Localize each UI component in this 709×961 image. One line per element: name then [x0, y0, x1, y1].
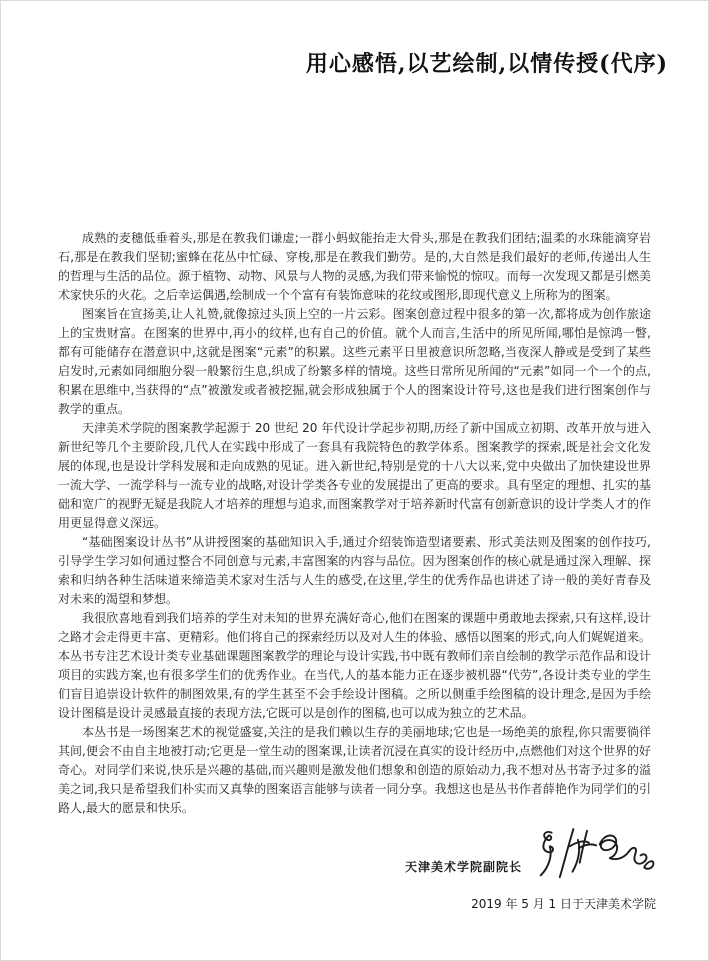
signature-row [405, 827, 656, 891]
body-paragraph: 我很欣喜地看到我们培养的学生对未知的世界充满好奇心,他们在图案的课题中勇敢地去探索,只有这样,设计之路才会走得更丰富、更精彩。他们将自己的探索经历以及对人生的体验、感悟以图案的形式,向人们娓娓道来。本丛书专注艺术设计类专业基础课题图案教学的理论与设计实践,书中既有教师们亲自绘制的教学示范作品和设计项目的实践方案,也有很多学生们的优秀作业。在当代,人的基本能力正在逐步被机器“代劳”,各设计类专业的学生们盲目追崇设计软件的制图效果,有的学生甚至不会手绘设计图稿。之所以侧重手绘图稿的设计理念,是因为手绘设计图稿是设计灵感最直接的表现方法,它既可以是创作的图稿,也可以成为独立的艺术品。 [58, 611, 651, 720]
page-title: 用心感悟,以艺绘制,以情传授(代序) [305, 51, 668, 77]
signature-date: 2019 年 5 月 1 日于天津美术学院 [471, 897, 656, 911]
body-paragraph: 图案旨在宣扬美,让人礼赞,就像掠过头顶上空的一片云彩。图案创意过程中很多的第一次,都将成为创作旅途上的宝贵财富。在图案的世界中,再小的纹样,也有自己的价值。就个人而言,生活中的所见所闻,哪怕是惊鸿一瞥,都有可能储存在潜意识中,这就是图案“元素”的积累。这些元素平日里被意识所忽略,当夜深人静或是受到了某些启发时,元素如同细胞分裂一般繁衍生息,织成了纷繁多样的情境。这些日常所见所闻的“元素”如同一个一个的点,积累在思维中,当获得的“点”被激发或者被挖掘,就会形成独属于个人的图案设计符号,这也是我们进行图案创作与教学的重点。 [58, 307, 651, 416]
body-paragraph: 成熟的麦穗低垂着头,那是在教我们谦虚;一群小蚂蚁能抬走大骨头,那是在教我们团结;温柔的水珠能滴穿岩石,那是在教我们坚韧;蜜蜂在花丛中忙碌、穿梭,那是在教我们勤劳。是的,大自然是我们最好的老师,传递出人生的哲理与生活的品位。源于植物、动物、风景与人物的灵感,为我们带来愉悦的惊叹。而每一次发现又都是引燃美术家快乐的火花。之后幸运偶遇,绘制成一个个富有有装饰意味的花纹或图形,即现代意义上所称为的图案。 [58, 231, 651, 302]
body-paragraph: 天津美术学院的图案教学起源于 20 世纪 20 年代设计学起步初期,历经了新中国成立初期、改革开放与进入新世纪等几个主要阶段,几代人在实践中形成了一套具有我院特色的教学体系。图案教学的探索,既是社会文化发展的体现,也是设计学科发展和走向成熟的见证。进入新世纪,特别是党的十八大以来,党中央做出了加快建设世界一流大学、一流学科与一流专业的战略,对设计学类各专业的发展提出了更高的要求。具有坚定的理想、扎实的基础和宽广的视野无疑是我院人才培养的理想与追求,而图案教学对于培养新时代富有创新意识的设计学类人才的作用更显得意义深远。 [58, 421, 651, 530]
body-paragraph: “基础图案设计丛书”从讲授图案的基础知识入手,通过介绍装饰造型诸要素、形式美法则及图案的创作技巧,引导学生学习如何通过整合不同创意与元素,丰富图案的内容与品位。因为图案创作的核心就是通过深入理解、探索和归纳各种生活味道来缔造美术家对生活与人生的感受,在这里,学生的优秀作品也讲述了诗一般的美好青春及对未来的渴望和梦想。 [58, 535, 651, 606]
signer-role: 天津美术学院副院长 [404, 859, 522, 874]
handwritten-signature-image [538, 827, 656, 891]
preface-body [58, 229, 651, 818]
signature-block [405, 827, 656, 912]
body-paragraph: 本丛书是一场图案艺术的视觉盛宴,关注的是我们赖以生存的美丽地球;它也是一场绝美的旅程,你只需要徜徉其间,便会不由自主地被打动;它更是一堂生动的图案课,让读者沉浸在真实的设计经历中,点燃他们对这个世界的好奇心。对同学们来说,快乐是兴趣的基础,而兴趣则是激发他们想象和创造的原始动力,我不想对丛书寄予过多的溢美之词,我只是希望我们朴实而又真挚的图案语言能够与读者一同分享。我想这也是丛书作者薛艳作为同学们的引路人,最大的愿景和快乐。 [58, 725, 651, 815]
